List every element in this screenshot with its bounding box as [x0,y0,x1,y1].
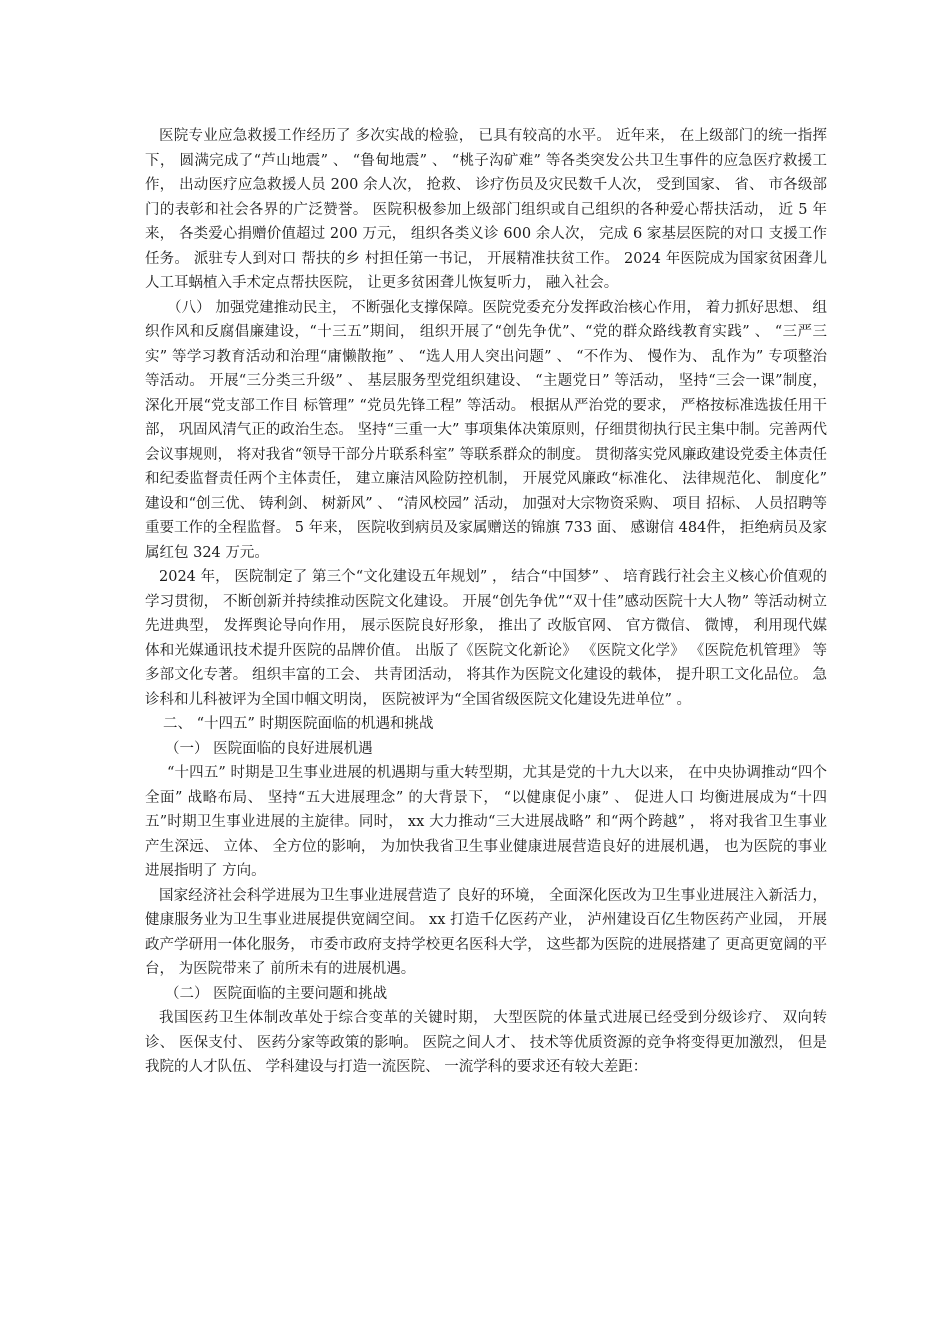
paragraph-emergency-rescue: 医院专业应急救援工作经历了 多次实战的检验， 已具有较高的水平。 近年来， 在上级部门的统一指挥下， 圆满完成了“芦山地震” 、 “鲁甸地震” 、 “桃子沟矿难” 等各类突发公共卫生事件的应急医疗救援工作， 出动医疗应急救援人员 200 余人次， 抢救、 诊疗伤员及灾民数千人次， 受到国家、 省、 市各级部门的表彰和社会各界的广泛赞誉。 医院积极参加上级部门组织或自己组织的各种爱心帮扶活动， 近 5 年来， 各类爱心捐赠价值超过 200 万元， 组织各类义诊 600 余人次， 完成 6 家基层医院的对口 支援工作任务。 派驻专人到对口 帮扶的乡 村担任第一书记， 开展精准扶贫工作。 2024 年医院成为国家贫困聋儿人工耳蜗植入手术定点帮扶医院， 让更多贫困聋儿恢复听力， 融入社会。 [145,128,827,291]
section-heading-opportunities-challenges: 二、 “十四五” 时期医院面临的机遇和挑战 [163,716,434,732]
document-body [145,124,827,1080]
paragraph-party-building: （八） 加强党建推动民主， 不断强化支撑保障。医院党委充分发挥政治核心作用， 着力抓好思想、 组织作风和反腐倡廉建设，“十三五”期间， 组织开展了“创先争优”、“党的群众路线教育实践” 、 “三严三实” 等学习教育活动和治理“庸懒散拖” 、 “选人用人突出问题” 、 “不作为、 慢作为、 乱作为” 专项整治等活动。 开展“三分类三升级” 、 基层服务型党组织建设、 “主题党日” 等活动， 坚持“三会一课”制度， 深化开展“党支部工作目 标管理” “党员先锋工程” 等活动。 根据从严治党的要求， 严格按标准选拔任用干部， 巩固风清气正的政治生态。 坚持“三重一大” 事项集体决策原则，仔细贯彻执行民主集中制。完善两代会议事规则， 将对我省“领导干部分片联系科室” 等联系群众的制度。 贯彻落实党风廉政建设党委主体责任和纪委监督责任两个主体责任， 建立廉洁风险防控机制， 开展党风廉政“标准化、 法律规范化、 制度化” 建设和“创三优、 铸利剑、 树新风” 、 “清风校园” 活动， 加强对大宗物资采购、 项目 招标、 人员招聘等重要工作的全程监督。 5 年来， 医院收到病员及家属赠送的锦旗 733 面、 感谢信 484件， 拒绝病员及家属红包 324 万元。 [145,299,827,561]
subsection-heading-challenges: （二） 医院面临的主要问题和挑战 [165,985,388,1002]
paragraph-fourteenth-five-year: “十四五” 时期是卫生事业进展的机遇期与重大转型期，尤其是党的十九大以来， 在中央协调推动“四个全面” 战略布局、 坚持“五大进展理念” 的大背景下， “以健康促小康” 、 促进人口 均衡进展成为“十四五”时期卫生事业进展的主旋律。同时， xx 大力推动“三大进展战略” 和“两个跨越” ， 将对我省卫生事业产生深远、 立体、 全方位的影响， 为加快我省卫生事业健康进展营造良好的进展机遇， 也为医院的事业进展指明了 方向。 [145,765,827,879]
paragraph-hospital-culture: 2024 年， 医院制定了 第三个“文化建设五年规划” ， 结合“中国梦” 、 培育践行社会主义核心价值观的学习贯彻， 不断创新并持续推动医院文化建设。 开展“创先争优”“双十佳”感动医院十大人物” 等活动树立先进典型， 发挥舆论导向作用， 展示医院良好形象， 推出了 改版官网、 官方微信、 微博， 利用现代媒体和光媒通讯技术提升医院的品牌价值。 出版了《医院文化新论》 《医院文化学》 《医院危机管理》 等多部文化专著。 组织丰富的工会、 共青团活动， 将其作为医院文化建设的载体， 提升职工文化品位。 急诊科和儿科被评为全国巾帼文明岗， 医院被评为“全国省级医院文化建设先进单位” 。 [145,569,827,708]
paragraph-reform-challenges: 我国医药卫生体制改革处于综合变革的关键时期， 大型医院的体量式进展已经受到分级诊疗、 双向转诊、 医保支付、 医药分家等政策的影响。 医院之间人才、 技术等优质资源的竞争将变得更加激烈， 但是我院的人才队伍、 学科建设与打造一流医院、 一流学科的要求还有较大差距： [145,1010,827,1075]
subsection-heading-opportunities: （一） 医院面临的良好进展机遇 [165,740,373,757]
paragraph-national-development: 国家经济社会科学进展为卫生事业进展营造了 良好的环境， 全面深化医改为卫生事业进展注入新活力， 健康服务业为卫生事业进展提供宽阔空间。 xx 打造千亿医药产业， 泸州建设百亿生物医药产业园， 开展政产学研用一体化服务， 市委市政府支持学校更名医科大学， 这些都为医院的进展搭建了 更高更宽阔的平台， 为医院带来了 前所未有的进展机遇。 [145,887,827,977]
